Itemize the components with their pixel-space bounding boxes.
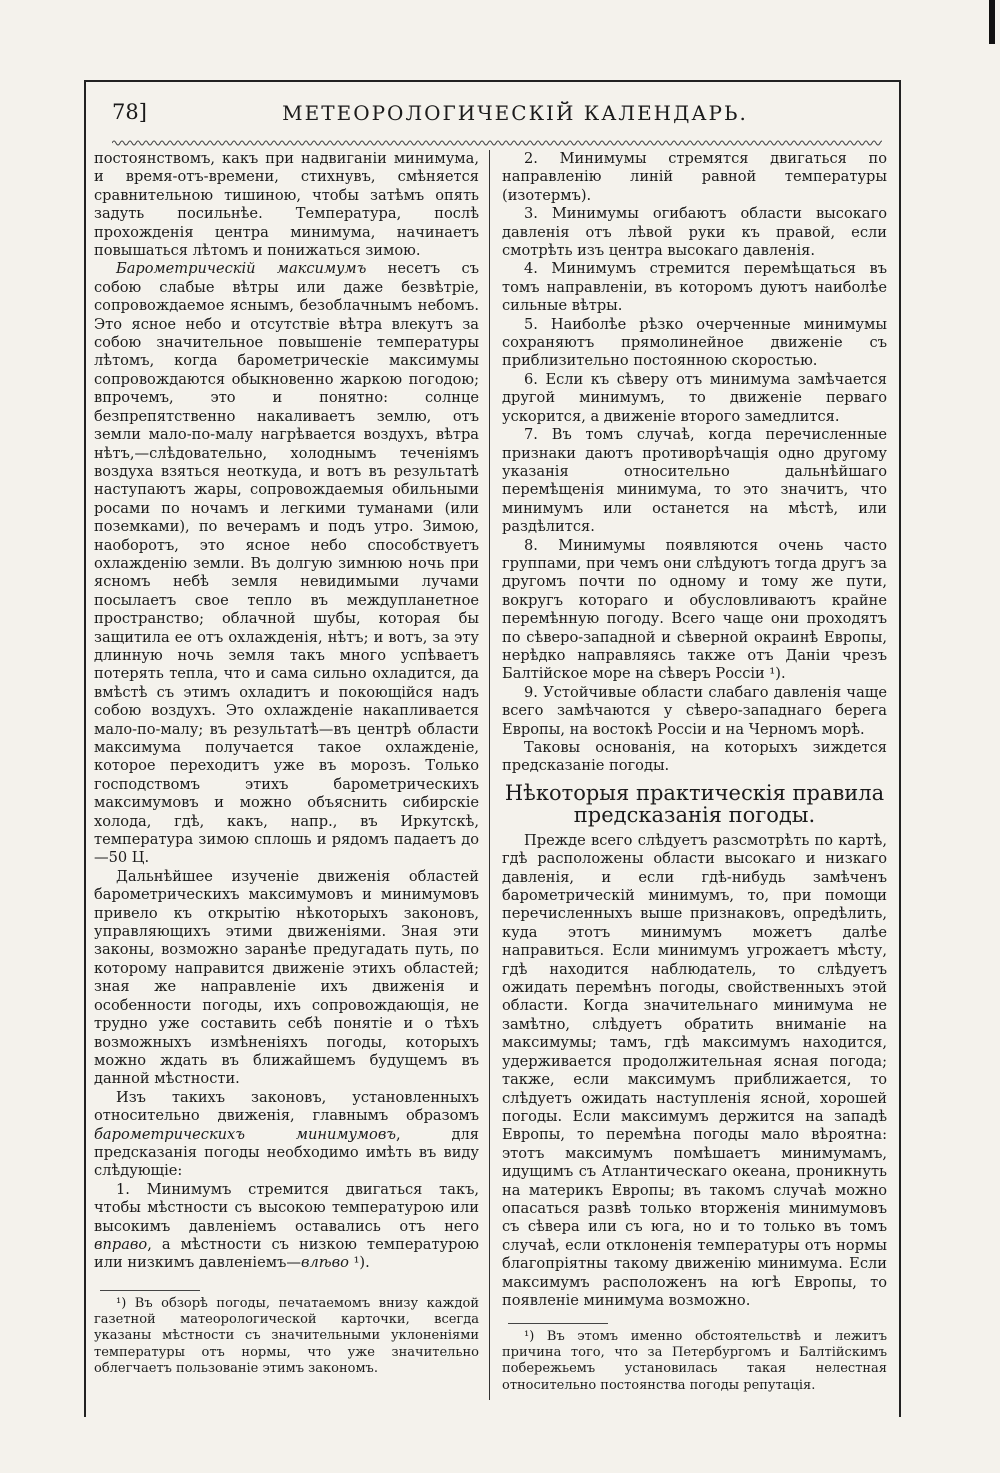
footnote-rule-right xyxy=(508,1323,608,1324)
term-left: влѣво xyxy=(300,1254,349,1272)
law-item-7: 7. Въ томъ случаѣ, когда перечисленные признаки даютъ противорѣчащія одно другому указанія относительно дальнѣйшаго перемѣщенія минимума, то это значитъ, что минимумъ или останется на мѣстѣ, или раздѣлится. xyxy=(502,426,887,536)
page-number: 78] xyxy=(112,100,147,124)
term-barometric-maximum: Барометрическій максимумъ xyxy=(116,260,367,278)
paragraph-laws-lead xyxy=(94,1089,479,1181)
footnote-rule-left xyxy=(100,1290,200,1291)
law-item-5: 5. Наиболѣе рѣзко очерченные минимумы сохраняютъ прямолинейное движеніе съ приблизительно постоянною скоростью. xyxy=(502,315,887,370)
law-item-3: 3. Минимумы огибаютъ области высокаго давленія отъ лѣвой руки къ правой, если смотрѣть изъ центра высокаго давленія. xyxy=(502,205,887,260)
wavy-rule xyxy=(112,138,882,148)
law-item-9: 9. Устойчивые области слабаго давленія чаще всего замѣчаются у сѣверо-западнаго берега Европы, на востокѣ Россіи и на Черномъ морѣ. xyxy=(502,683,887,738)
law-item-6: 6. Если къ сѣверу отъ минимума замѣчается другой минимумъ, то движеніе перваго ускорится, а движеніе второго замедлится. xyxy=(502,370,887,425)
paragraph-laws-intro: Дальнѣйшее изученіе движенія областей барометрическихъ максимумовъ и минимумовъ привело къ открытію нѣкоторыхъ законовъ, управляющихъ этими движеніями. Зная эти законы, возможно заранѣе предугадать путь, по которому направится движеніе этихъ областей; зная же направленіе ихъ движенія и особенности погоды, ихъ сопровождающія, не трудно уже составить себѣ понятіе и о тѣхъ возможныхъ измѣненіяхъ погоды, которыхъ можно ждать въ ближайшемъ будущемъ въ данной мѣстности. xyxy=(94,867,479,1088)
law-item-1 xyxy=(94,1181,479,1273)
paragraph-text: , для предсказанія погоды необходимо имѣть въ виду слѣдующіе: xyxy=(94,1125,479,1180)
law-item-2: 2. Минимумы стремятся двигаться по направленію линій равной температуры (изотермъ). xyxy=(502,150,887,204)
page-header xyxy=(100,100,890,134)
left-column xyxy=(94,150,479,1395)
term-barometric-minima: барометрическихъ минимумовъ xyxy=(94,1125,397,1143)
running-title: МЕТЕОРОЛОГИЧЕСКІЙ КАЛЕНДАРЬ. xyxy=(282,101,748,125)
paragraph-text: , а мѣстности съ низкою температурою или низкимъ давленіемъ— xyxy=(94,1235,479,1272)
footnote-ref: ¹). xyxy=(348,1254,370,1272)
law-item-4: 4. Минимумъ стремится перемѣщаться въ томъ направленіи, въ которомъ дуютъ наиболѣе сильные вѣтры. xyxy=(502,260,887,315)
paragraph-text: 1. Минимумъ стремится двигаться такъ, чтобы мѣстности съ высокою температурою или высокимъ давленіемъ оставались отъ него xyxy=(94,1180,479,1235)
paragraph-text: несетъ съ собою слабые вѣтры или даже безвѣтріе, сопровождаемое яснымъ, безоблачнымъ небомъ. Это ясное небо и отсутствіе вѣтра влекутъ за собою значительное повышеніе температуры лѣтомъ, когда барометрическіе максимумы сопровождаются обыкновенно жаркою погодою; впрочемъ, это и понятно: солнце безпрепятственно накаливаетъ землю, отъ земли мало-по-малу нагрѣвается воздухъ, вѣтра нѣтъ,—слѣдовательно, холоднымъ теченіямъ воздуха взяться неоткуда, и вотъ въ результатѣ наступаютъ жары, сопровождаемыя обильными росами по ночамъ и легкими туманами (или поземками), по вечерамъ и подъ утро. Зимою, наоборотъ, это ясное небо способствуетъ охлажденію земли. Въ долгую зимнюю ночь при ясномъ небѣ земля невидимыми лучами посылаетъ свое тепло въ междупланетное пространство; облачной шубы, которая бы защитила ее отъ охлажденія, нѣтъ; и вотъ, за эту длинную ночь земля такъ много успѣваетъ потерять тепла, что и сама сильно охладится, да вмѣстѣ съ этимъ охладитъ и покоющійся надъ собою воздухъ. Это охлажденіе накапливается мало-по-малу; въ результатѣ—въ центрѣ области максимума получается такое охлажденіе, которое переходитъ уже въ морозъ. Только господствомъ этихъ барометрическихъ максимумовъ и можно объяснить сибирскіе холода, гдѣ, какъ, напр., въ Иркутскѣ, температура зимою сплошь и рядомъ падаетъ до—50 Ц. xyxy=(94,260,479,867)
column-divider xyxy=(489,150,490,1400)
paragraph-barometric-maximum xyxy=(94,260,479,867)
paragraph-continuation: постоянствомъ, какъ при надвиганіи минимума, и время-отъ-времени, стихнувъ, смѣняется сравнительною тишиною, чтобы затѣмъ опять задуть посильнѣе. Температура, послѣ прохожденія центра минимума, начинаетъ повышаться лѣтомъ и понижаться зимою. xyxy=(94,150,479,260)
term-right: вправо xyxy=(94,1235,148,1253)
footnote-right xyxy=(502,1329,887,1394)
right-column xyxy=(502,150,887,1395)
footnote-left xyxy=(94,1296,479,1377)
paragraph-practical-rules: Прежде всего слѣдуетъ разсмотрѣть по картѣ, гдѣ расположены области высокаго и низкаго давленія, и если гдѣ-нибудь замѣченъ барометрическій минимумъ, то, при помощи перечисленныхъ выше признаковъ, опредѣлить, куда этотъ минимумъ можетъ далѣе направиться. Если минимумъ угрожаетъ мѣсту, гдѣ находится наблюдатель, то слѣдуетъ ожидать перемѣнъ погоды, свойственныхъ этой области. Когда значительнаго минимума не замѣтно, слѣдуетъ обратить вниманіе на максимумы; тамъ, гдѣ максимумъ находится, удерживается продолжительная ясная погода; также, если максимумъ приближается, то слѣдуетъ ожидать наступленія ясной, хорошей погоды. Если максимумъ держится на западѣ Европы, то перемѣна погоды мало вѣроятна: этотъ максимумъ помѣшаетъ минимумамъ, идущимъ съ Атлантическаго океана, проникнуть на материкъ Европы; въ такомъ случаѣ можно опасаться развѣ только вторженія минимумовъ съ сѣвера или съ юга, но и то только въ томъ случаѣ, если отклоненія температуры отъ нормы благопріятны такому движенію минимума. Если максимумъ расположенъ на югѣ Европы, то появленіе минимума возможно. xyxy=(502,831,887,1309)
paragraph-text: Изъ такихъ законовъ, установленныхъ относительно движенія, главнымъ образомъ xyxy=(94,1088,479,1125)
law-item-8: 8. Минимумы появляются очень часто группами, при чемъ они слѣдуютъ тогда другъ за другомъ почти по одному и тому же пути, вокругъ котораго и обусловливаютъ крайне перемѣнную погоду. Всего чаще они проходятъ по сѣверо-западной и сѣверной окраинѣ Европы, нерѣдко направляясь также отъ Даніи чрезъ Балтійское море на сѣверъ Россіи ¹). xyxy=(502,536,887,683)
section-heading: Нѣкоторыя практическія правила предсказанія погоды. xyxy=(504,780,885,827)
page-edge-mark xyxy=(989,0,995,44)
footnote-text: ¹) Въ этомъ именно обстоятельствѣ и лежитъ причина того, что за Петербургомъ и Балтійскимъ побережьемъ установилась такая нелестная относительно постоянства погоды репутація. xyxy=(502,1329,887,1393)
footnote-text: ¹) Въ обзорѣ погоды, печатаемомъ внизу каждой газетной матеорологической карточки, всегда указаны мѣстности съ значительными уклоненіями температуры отъ нормы, что уже значительно облегчаетъ пользованіе этимъ закономъ. xyxy=(94,1296,479,1376)
conclusion: Таковы основанія, на которыхъ зиждется предсказаніе погоды. xyxy=(502,739,887,775)
